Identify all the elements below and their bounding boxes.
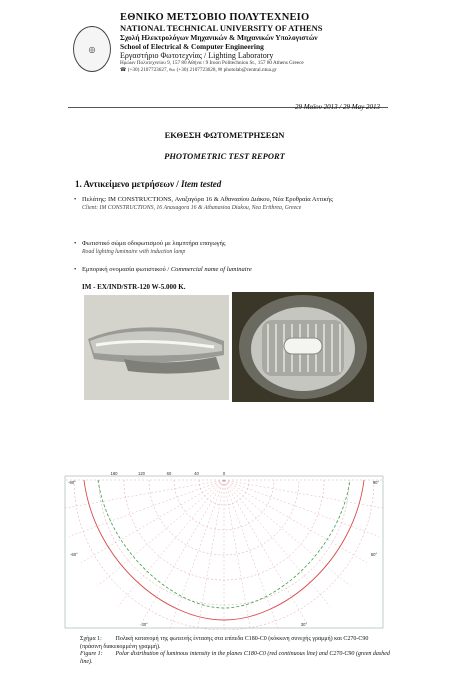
top-tick-label: 180 — [110, 471, 118, 476]
top-tick-label: 60 — [166, 471, 172, 476]
caption-english — [80, 651, 390, 666]
section-heading — [75, 179, 221, 189]
corner-label: -90° — [68, 480, 76, 485]
letterhead — [120, 12, 390, 74]
figure-caption — [80, 636, 390, 666]
polar-spoke — [224, 480, 307, 623]
model-name: IM - EX/IND/STR-120 W-5.000 K. — [82, 283, 186, 291]
client-greek: Πελάτης: IM CONSTRUCTIONS, Αναξαγόρα 16 & Αθανασίου Διάκου, Νέα Ερυθραία Αττικής — [82, 196, 333, 203]
luminaire-type-english: Road lighting luminaire with induction lamp — [82, 249, 186, 255]
top-tick-label: 120 — [138, 471, 145, 476]
polar-chart-svg — [64, 470, 384, 630]
luminaire-side-photo — [84, 295, 229, 400]
section-greek: Αντικείμενο μετρήσεων / — [83, 179, 179, 189]
caption-greek — [80, 636, 390, 651]
list-item: • Πελάτης: IM CONSTRUCTIONS, Αναξαγόρα 16 & Αθανασίου Διάκου, Νέα Ερυθραία Αττικής Client: IM CONSTRUCTIONS, 16 Anaxagora 16 & Athanasiou Diakou, Nea Erithrea, Greece — [82, 196, 382, 212]
top-tick-label: 0 — [222, 471, 226, 476]
luminaire-side-illustration — [84, 295, 229, 400]
polar-spoke — [224, 480, 384, 509]
polar-spoke — [224, 480, 379, 536]
report-title-greek: ΕΚΘΕΣΗ ΦΩΤΟΜΕΤΡΗΣΕΩΝ — [164, 130, 285, 140]
polar-spoke — [69, 480, 224, 536]
corner-label: 90° — [372, 480, 380, 485]
luminaire-type-greek: Φωτιστικό σώμα οδοφωτισμού με λαμπτήρα επαγωγής — [82, 240, 226, 247]
section-english: Item tested — [181, 179, 222, 189]
caption-greek-text: Πολική κατανομή της φωτεινής έντασης στα επίπεδα C180-C0 (κόκκινη συνεχής γραμμή) και C270-C90 (πράσινη διακεκομμένη γραμμή). — [80, 636, 369, 650]
polar-spoke — [142, 480, 225, 623]
commercial-name-greek: Εμπορική ονομασία φωτιστικού / — [82, 266, 170, 273]
corner-label: -30° — [140, 622, 148, 627]
report-title-english: PHOTOMETRIC TEST REPORT — [164, 151, 285, 161]
client-english: Client: IM CONSTRUCTIONS, 16 Anaxagora 16 & Athanasiou Diakou, Nea Erithrea, Greece — [82, 205, 302, 211]
list-item: • Εμπορική ονομασία φωτιστικού / Commercial name of luminaire — [74, 266, 252, 273]
top-tick-label: 40 — [194, 471, 199, 476]
list-item: • Φωτιστικό σώμα οδοφωτισμού με λαμπτήρα επαγωγής Road lighting luminaire with induction lamp — [82, 240, 382, 256]
polar-spoke — [64, 480, 224, 509]
polar-spoke — [168, 480, 224, 630]
polar-spoke — [118, 480, 224, 606]
caption-english-text: Polar distribution of luminous intensity in the planes C180-C0 (red continuous line) and C270-C90 (green dashed line). — [80, 651, 390, 665]
polar-ring — [99, 480, 349, 605]
polar-intensity-chart — [64, 470, 384, 630]
polar-spoke — [224, 480, 330, 606]
lab-name: Εργαστήριο Φωτοτεχνίας / Lighting Laboratory — [120, 51, 274, 60]
commercial-name-english: Commercial name of luminaire — [170, 266, 252, 273]
corner-label: 30° — [300, 622, 308, 627]
contact: ☎ (+30) 2107723627, ℻ (+30) 2107723628, ✉ photolab@central.ntua.gr — [120, 67, 277, 73]
university-seal-icon: ◎ — [73, 26, 111, 72]
report-date: 29 Μαΐου 2013 / 29 May 2013 — [294, 103, 380, 111]
polar-spoke — [224, 480, 350, 586]
caption-english-label: Figure 1: — [80, 651, 103, 657]
school-greek: Σχολή Ηλεκτρολόγων Μηχανικών & Μηχανικών Υπολογιστών — [120, 33, 318, 42]
luminaire-bottom-illustration — [232, 292, 374, 402]
caption-greek-label: Σχήμα 1: — [80, 636, 102, 642]
school-english: School of Electrical & Computer Engineering — [120, 42, 264, 51]
luminaire-bottom-photo — [232, 292, 374, 402]
corner-label: 60° — [370, 552, 378, 557]
university-english-title: NATIONAL TECHNICAL UNIVERSITY OF ATHENS — [120, 23, 323, 33]
address: Ηρώων Πολυτεχνείου 9, 157 80 Αθήνα / 9 Iroon Politechniou St., 157 80 Athens Greece — [120, 60, 304, 66]
section-number: 1. — [75, 179, 82, 189]
corner-label: -60° — [70, 552, 78, 557]
university-greek-title: ΕΘΝΙΚΟ ΜΕΤΣΟΒΙΟ ΠΟΛΥΤΕΧΝΕΙΟ — [120, 12, 310, 23]
